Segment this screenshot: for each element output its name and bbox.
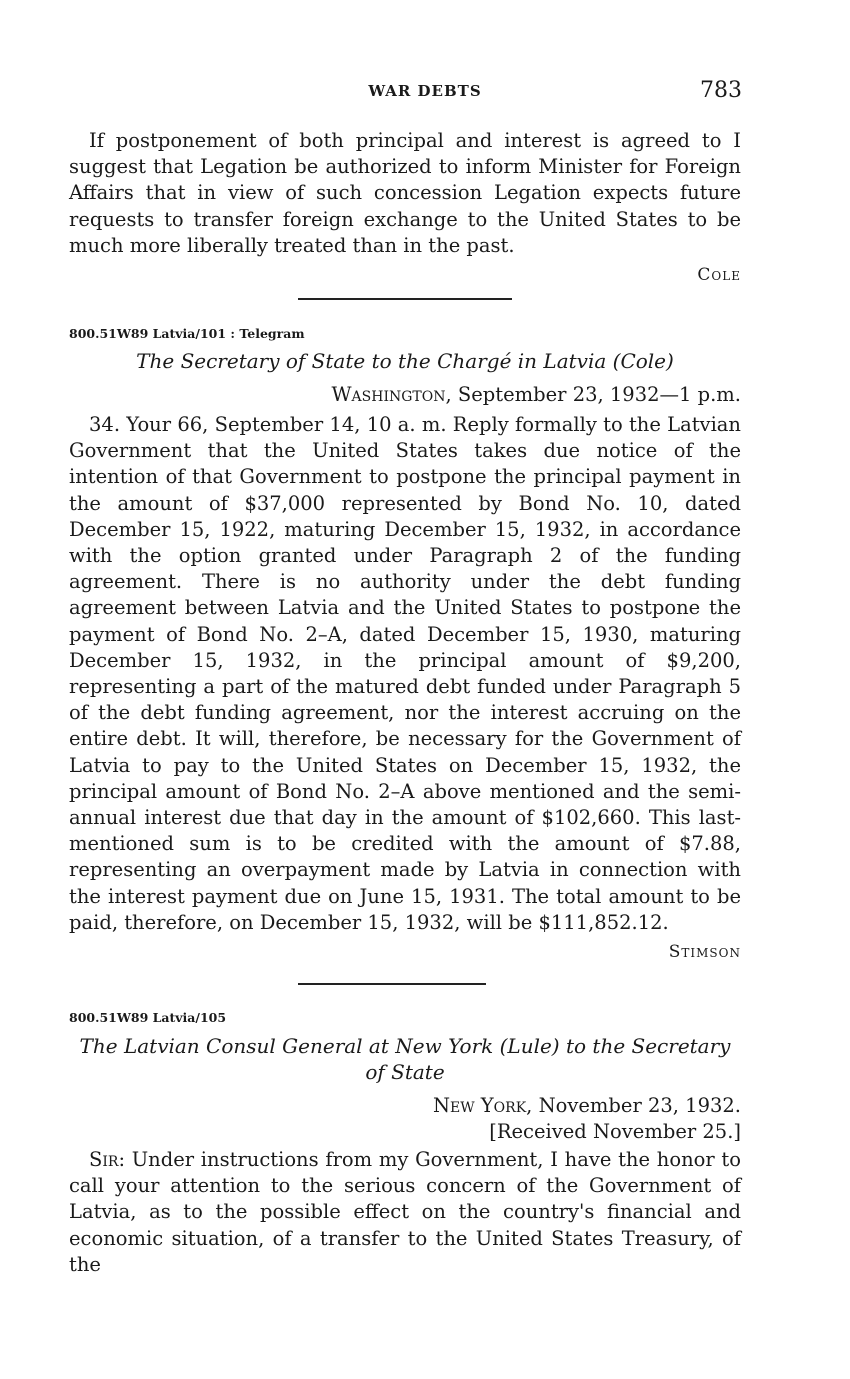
signature-cole: Cole [697,265,741,286]
document-title [69,1033,741,1085]
letter-paragraph [69,1147,741,1278]
running-header: WAR DEBTS [368,82,482,100]
document-reference: 800.51W89 Latvia/105 [69,1010,227,1025]
letter-body: : Under instructions from my Government, I have the honor to call your attention to the serious concern of the Government of Latvia, as to the possible effect on the country's financial and economic situation, of a transfer to the United States Treasury, of the [69,1148,741,1276]
divider-rule [298,983,486,985]
document-title-line-1: The Latvian Consul General at New York (Lule) to the Secretary [79,1034,731,1058]
salutation: Sir [89,1148,119,1171]
received-date: [Received November 25.] [489,1120,741,1143]
section-1 [69,128,741,285]
divider-rule [298,298,512,300]
section-1-paragraph: If postponement of both principal and interest is agreed to I suggest that Legation be authorized to inform Minister for Foreign Affairs that in view of such concession Legation expects future requests to transfer foreign exchange to the United States to be much more liberally treated than in the past. [69,129,741,257]
document-title: The Secretary of State to the Chargé in Latvia (Cole) [136,349,674,373]
document-title-line-2: of State [365,1060,445,1084]
section-2 [69,326,741,962]
page-number: 783 [700,78,742,103]
section-3 [69,1010,741,1278]
telegram-paragraph: 34. Your 66, September 14, 10 a. m. Reply formally to the Latvian Government that the United States takes due notice of the intention of that Government to postpone the principal payment in the amount of $37,000 represented by Bond No. 10, dated December 15, 1922, maturing December 15, 1932, in accordance with the option granted under Paragraph 2 of the funding agreement. There is no authority under the debt funding agreement between Latvia and the United States to postpone the payment of Bond No. 2–A, dated December 15, 1930, maturing December 15, 1932, in the principal amount of $9,200, representing a part of the matured debt funded under Paragraph 5 of the debt funding agreement, nor the interest accruing on the entire debt. It will, therefore, be necessary for the Government of Latvia to pay to the United States on December 15, 1932, the principal amount of Bond No. 2–A above mentioned and the semi-annual interest due that day in the amount of $102,660. This last-mentioned sum is to be credited with the amount of $7.88, representing an overpayment made by Latvia in connection with the interest payment due on June 15, 1931. The total amount to be paid, therefore, on December 15, 1932, will be $111,852.12. [69,413,741,934]
signature-stimson: Stimson [668,942,741,963]
dateline [69,1093,741,1119]
dateline-place: Washington [331,383,446,406]
dateline-place: New York [432,1094,527,1117]
dateline-date: , November 23, 1932. [526,1094,741,1117]
dateline-date: , September 23, 1932—1 p.m. [445,383,741,406]
document-reference: 800.51W89 Latvia/101 : Telegram [69,326,305,341]
dateline [69,382,741,408]
